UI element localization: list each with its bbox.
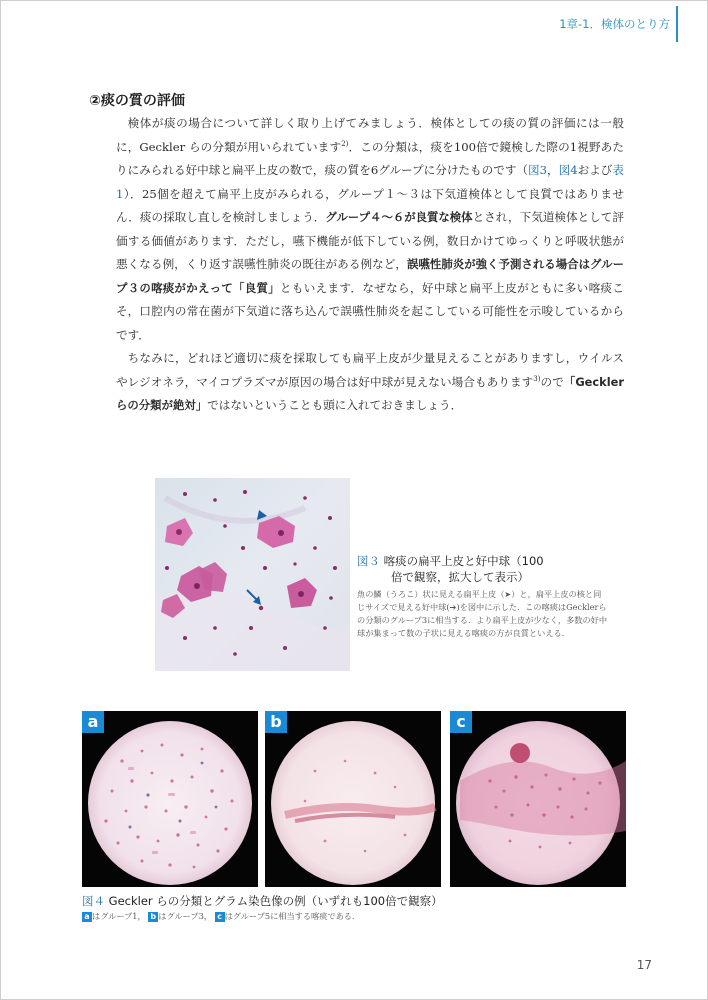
p2-text-3: ではないということも頭に入れておきましょう．	[207, 398, 463, 412]
citation-2: 2)	[341, 139, 349, 148]
body-text	[116, 112, 624, 418]
paragraph-2	[116, 347, 624, 418]
figure4-description	[82, 911, 360, 922]
fig4-reference: 図4	[558, 163, 578, 177]
p1-emphasis-2: 誤嚥性肺炎が強く予測される場合はグループ３の喀痰がかえって「良質」	[116, 257, 624, 295]
figure3-label: 図３	[357, 554, 380, 568]
figure4-desc-b-box: b	[148, 912, 158, 922]
header-rule	[676, 6, 678, 42]
page-number: 17	[636, 958, 652, 972]
figure4-label: 図４	[82, 894, 105, 908]
figure4-desc-c-box: c	[215, 912, 225, 922]
p1-text-1: 検体が痰の場合について詳しく取り上げてみましょう．検体としての痰の質の評価には一般に，Geckler らの分類が用いられています	[116, 116, 624, 154]
figure4-desc-a-box: a	[82, 912, 92, 922]
p1-text-6: とされ，下気道検体として評価する価値があります．ただし，嚥下機能が低下している例，数日かけてゆっくりと呼吸状態が悪くなる例，くり返す誤嚥性肺炎の既往がある例など，	[116, 210, 624, 271]
p2-emphasis-1: 「Geckler らの分類が絶対」	[116, 374, 624, 412]
figure3-description: 魚の鱗（うろこ）状に見える扁平上皮（➤）と，扁平上皮の核と同じサイズで見える好中球(➔)を図中に示した．この喀痰はGecklerらの分類のグループ3に相当する．より扁平上皮が少なく，多数の好中球が集まって数の子状に見える喀痰の方が良質といえる．	[357, 589, 608, 638]
figure3-title-line2: 倍で観察，拡大して表示）	[391, 570, 529, 584]
figure4-desc-b-text: はグループ3，	[158, 911, 212, 921]
table1-reference: 表1	[116, 163, 624, 201]
figure3-caption	[357, 553, 607, 640]
figure3-title	[357, 553, 607, 569]
p1-text-5: ）．25個を超えて扁平上皮がみられる，グループ１～３は下気道検体として良質ではありません．痰の採取し直しを検討しましょう．	[116, 186, 624, 224]
citation-3: 3)	[533, 374, 541, 383]
figure4-title-text: Geckler らの分類とグラム染色像の例（いずれも100倍で観察）	[108, 894, 443, 908]
p1-text-3: ，	[547, 163, 559, 177]
p2-text-1: ちなみに，どれほど適切に痰を採取しても扁平上皮が少量見えることがありますし，ウイルスやレジオネラ，マイコプラズマが原因の場合は好中球が見えない場合もあります	[116, 351, 624, 389]
figure4-panel-b-label: b	[265, 711, 287, 733]
paragraph-1	[116, 112, 624, 347]
p1-emphasis-1: グループ４～６が良質な検体	[325, 210, 473, 224]
figure4-panel-a-label: a	[82, 711, 104, 733]
figure4-panel-a	[82, 711, 258, 887]
figure4-desc-a-text: はグループ1，	[92, 911, 146, 921]
running-header: 1章-1．検体のとり方	[559, 17, 670, 31]
p1-text-2: ．この分類は，痰を100倍で鏡検した際の1視野あたりにみられる好中球と扁平上皮の数で，痰の質を6グループに分けたものです（	[116, 139, 624, 177]
p1-text-7: ともいえます．なぜなら，好中球と扁平上皮がともに多い喀痰こそ，口腔内の常在菌が下気道に落ち込んで誤嚥性肺炎を起こしている可能性を示唆しているからです．	[116, 280, 624, 342]
figure3-title-line1: 喀痰の扁平上皮と好中球（100	[383, 554, 544, 568]
figure4-panel-b	[265, 711, 441, 887]
figure4-panel-c-label: c	[450, 711, 472, 733]
fig3-reference: 図3	[528, 163, 547, 177]
p1-text-4: および	[577, 163, 613, 177]
figure4-desc-c-text: はグループ5に相当する喀痰である．	[224, 911, 361, 921]
figure4-panel-c	[450, 711, 626, 887]
p2-text-2: ので	[540, 374, 564, 389]
section-title: ②痰の質の評価	[89, 93, 185, 109]
figure3-micrograph	[155, 478, 350, 671]
figure4-title	[82, 893, 443, 909]
